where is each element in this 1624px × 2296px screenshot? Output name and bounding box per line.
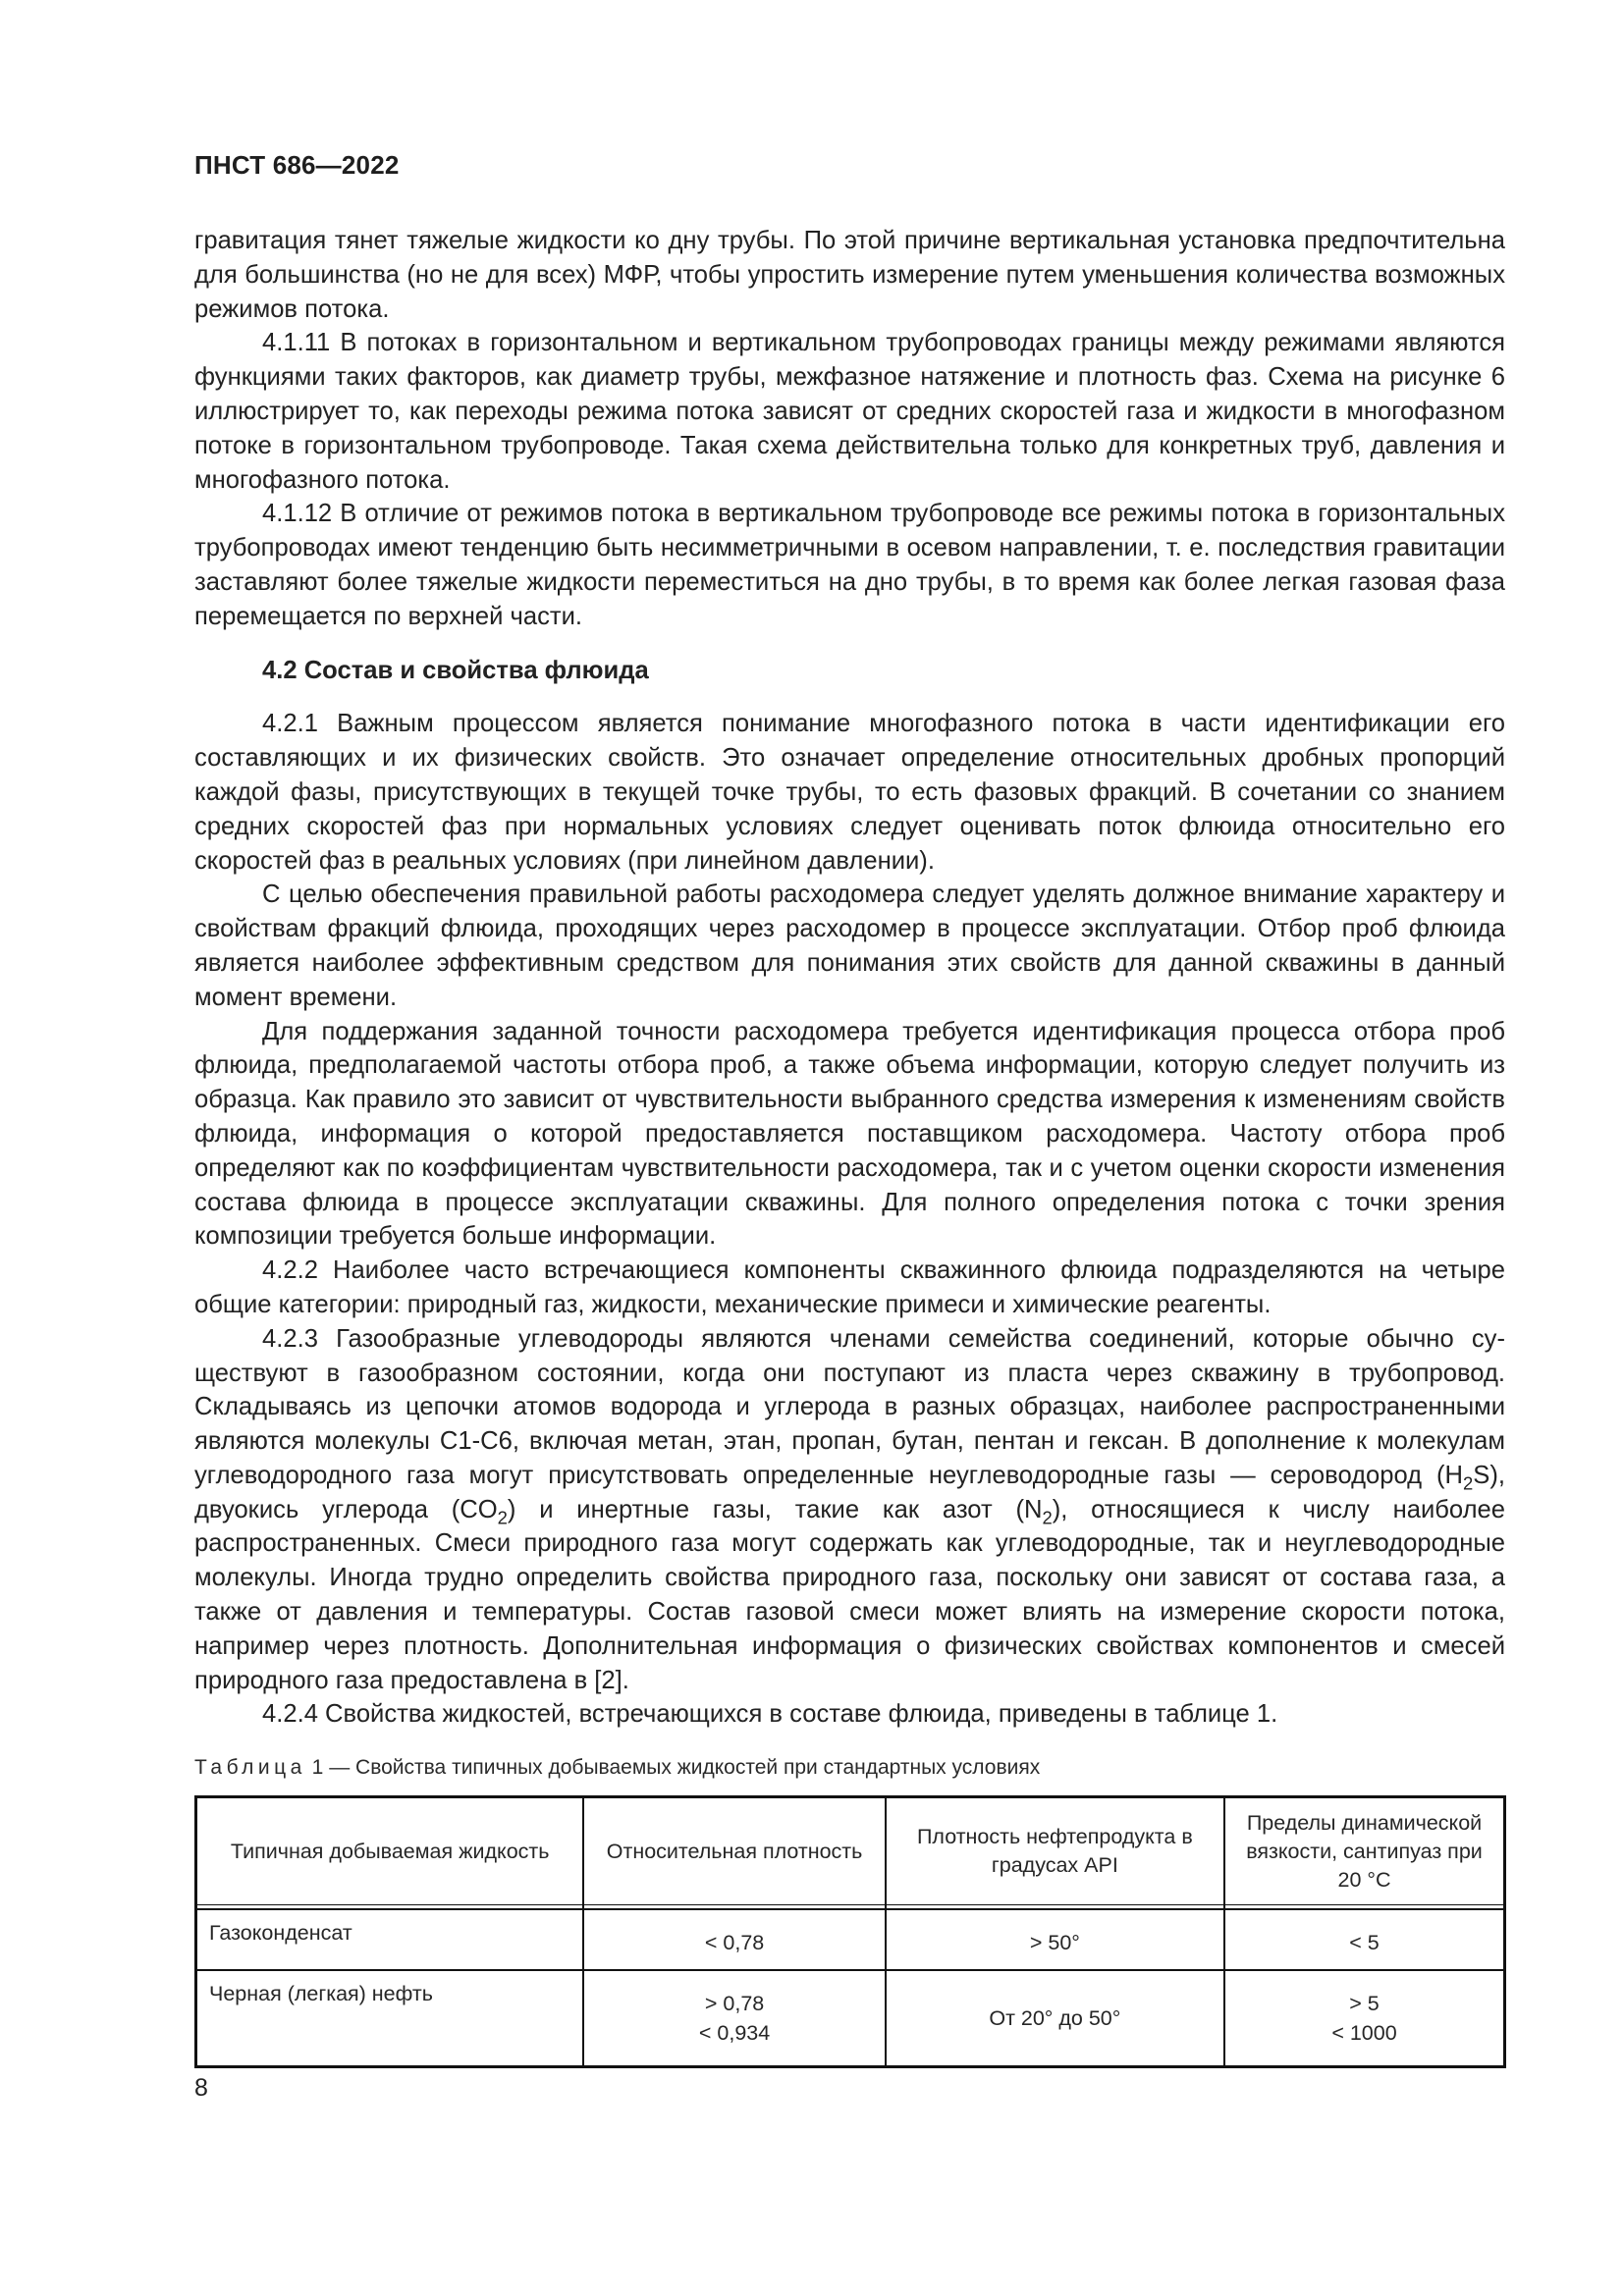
paragraph-4-2-1: 4.2.1 Важным процессом является понимание многофазного потока в части идентификации его составляющих и их физических свойств. Это означает определение относительных дробных пропорций каждой фазы, присутствующих в текущей точке трубы, то есть фазовых фракций. В сочетании со знанием средних скоростей фаз при нормальных условиях следует оценивать поток флюида относительно его скоростей фаз в реальных условиях (при линейном давлении). — [194, 710, 1505, 875]
paragraph-4-2-4: 4.2.4 Свойства жидкостей, встречающихся в составе флюида, приведены в таблице 1. — [262, 1700, 1278, 1729]
table-header-row — [196, 1797, 1505, 1905]
paragraph-4-1-12: 4.1.12 В отличие от режимов потока в вертикальном трубопроводе все режимы потока в горизонтальных трубопроводах имеют тенденцию быть несимметричными в осевом направлении, т. е. последствия гравитации заставляют более тяжелые жидкости переместиться на дно трубы, в то время как более легкая газовая фаза перемещается по верхней части. — [194, 500, 1505, 630]
column-header-liquid: Типичная добываемая жидкость — [196, 1797, 584, 1905]
paragraph-4-2-2: 4.2.2 Наиболее часто встречающиеся компоненты скважинного флюида подразделяются на четыре общие категории: природный газ, жидкости, механические примеси и химические реагенты. — [194, 1256, 1505, 1318]
paragraph-4-1-11: 4.1.11 В потоках в горизонтальном и вертикальном трубопроводах границы между режимами являются функциями таких факторов, как диаметр трубы, межфазное натяжение и плотность фаз. Схема на рисунке 6 иллюстрирует то, как переходы режима потока зависят от средних скоростей газа и жидкости в многофазном потоке в горизонтальном трубопроводе. Такая схема действительна только для конкретных труб, давления и многофазного потока. — [194, 329, 1505, 494]
cell-api-gravity: От 20° до 50° — [886, 1970, 1224, 2067]
cell-relative-density: < 0,78 — [583, 1909, 885, 1970]
paragraph-4-2-3-part-d: ), относящиеся к числу наиболее распространенных. Смеси природного газа могут содержать как углеводородные, так и неуглеводородные молекулы. Иногда трудно определить свойства природного газа, поскольку они зависят от состава газа, а также от давления и температуры. Состав газовой смеси может влиять на измерение скорости потока, например через плотность. Дополнительная информация о физических свойствах компонентов и смесей природного газа предоставлена в [2]. — [194, 1495, 1505, 1694]
liquid-properties-table — [194, 1795, 1506, 2068]
document-body — [194, 224, 1505, 1732]
paragraph-sampling: С целью обеспечения правильной работы расходомера следует уделять должное внимание характеру и свойствам фракций флюида, проходящих через расходомер в процессе эксплуатации. Отбор проб флюида является наиболее эффективным средством для понимания этих свойств для данной скважины в данный момент времени. — [194, 881, 1505, 1011]
column-header-api-gravity: Плотность нефтепродукта в градусах API — [886, 1797, 1224, 1905]
table-row — [196, 1909, 1505, 1970]
cell-value-line: < 1000 — [1331, 2021, 1397, 2045]
subscript: 2 — [1042, 1507, 1053, 1528]
cell-value-line: > 0,78 — [704, 1992, 765, 2015]
cell-relative-density — [583, 1970, 885, 2067]
paragraph-4-2-3-part-a: 4.2.3 Газообразные углеводороды являются членами семейства соединений, которые обычно существуют в газообразном состоянии, когда они поступают из пласта через скважину в трубопровод. Складываясь из цепочки атомов водорода и углерода в разных образцах, наиболее распространенными являются молекулы С1-С6, включая метан, этан, пропан, бутан, пентан и гексан. В дополнение к молекулам углеводородного газа могут присутствовать определенные неуглеводородные газы — сероводород (H — [194, 1324, 1505, 1489]
column-header-relative-density: Относительная плотность — [583, 1797, 885, 1905]
cell-api-gravity: > 50° — [886, 1909, 1224, 1970]
page-number: 8 — [194, 2074, 208, 2102]
table-row — [196, 1970, 1505, 2067]
subscript: 2 — [497, 1507, 508, 1528]
cell-value-line: < 0,934 — [698, 2021, 771, 2045]
cell-viscosity — [1224, 1970, 1505, 2067]
cell-liquid: Газоконденсат — [196, 1909, 584, 1970]
cell-value-line: > 5 — [1349, 1992, 1380, 2015]
subscript: 2 — [1463, 1472, 1474, 1494]
paragraph-4-2-3-part-c: ) и инертные газы, такие как азот (N — [507, 1495, 1043, 1523]
table-caption-label: Таблица — [194, 1756, 306, 1779]
paragraph-continued: гравитация тянет тяжелые жидкости ко дну трубы. По этой причине вертикальная установка предпочтительна для большинства (но не для всех) МФР, чтобы упростить измерение путем уменьшения количества возможных режимов потока. — [194, 227, 1505, 323]
document-id-header: ПНСТ 686—2022 — [194, 150, 400, 180]
table-caption-text: 1 — Свойства типичных добываемых жидкостей при стандартных условиях — [305, 1756, 1041, 1779]
table-caption — [194, 1756, 1040, 1780]
column-header-viscosity: Пределы динамической вязкости, сантипуаз при 20 °С — [1224, 1797, 1505, 1905]
paragraph-4-2-3 — [194, 1322, 1505, 1698]
paragraph-accuracy: Для поддержания заданной точности расходомера требуется идентификация процесса отбора проб флюида, предполагаемой частоты отбора проб, а также объема информации, которую следует получить из образца. Как правило это зависит от чувствительности выбранного средства измерения к изменениям свойств флюида, информация о которой предоставляется поставщиком расходомера. Частоту отбора проб определяют как по коэффициентам чувствительности расходомера, так и с учетом оценки скорости изменения состава флюида в процессе эксплуатации скважины. Для полного определения потока с точки зрения композиции требуется больше информации. — [194, 1017, 1505, 1251]
paragraph-4-2-3-part-b: S), двуокись углерода (CO — [194, 1461, 1505, 1523]
section-heading-4-2: 4.2 Состав и свойства флюида — [262, 656, 649, 684]
cell-liquid: Черная (легкая) нефть — [196, 1970, 584, 2067]
cell-viscosity: < 5 — [1224, 1909, 1505, 1970]
